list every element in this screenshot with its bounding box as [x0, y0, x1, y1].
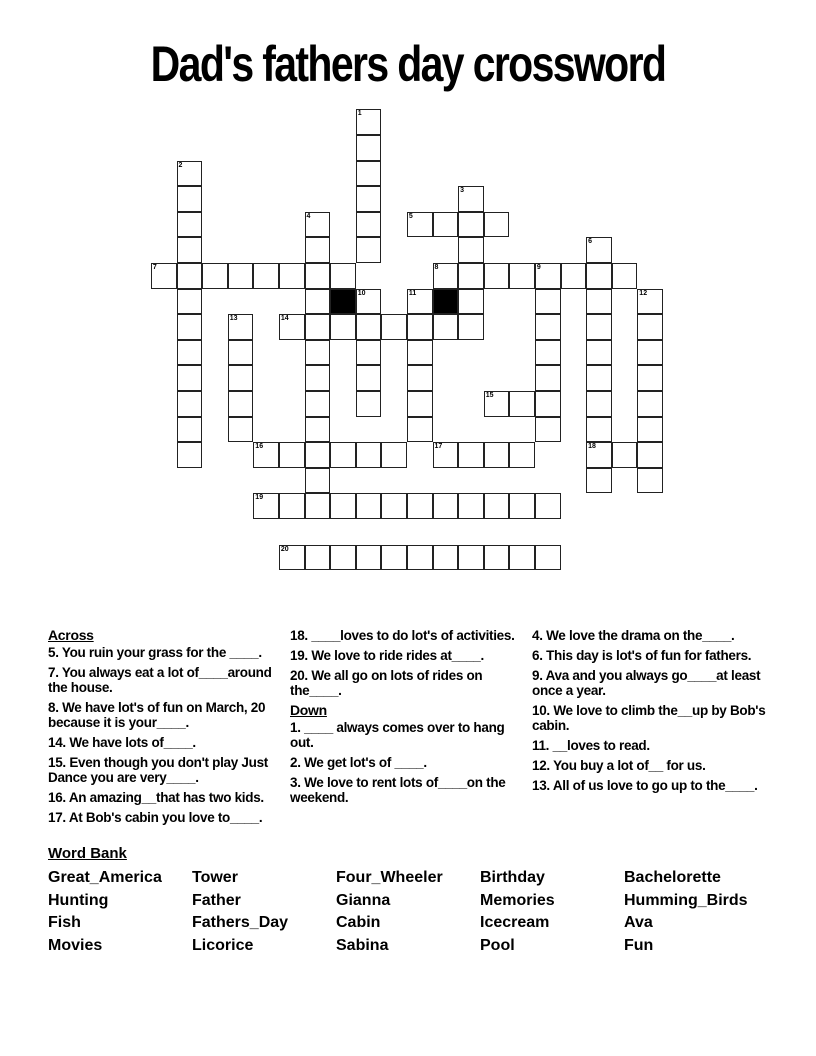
- grid-cell[interactable]: [484, 212, 510, 238]
- grid-cell[interactable]: [356, 442, 382, 468]
- grid-cell[interactable]: [305, 545, 331, 571]
- grid-cell[interactable]: [586, 417, 612, 443]
- grid-cell[interactable]: [305, 289, 331, 315]
- grid-cell[interactable]: [458, 442, 484, 468]
- clue-item: 2. We get lot's of ____.: [290, 755, 427, 770]
- clue-item: 8. We have lot's of fun on March, 20 because it is your____.: [48, 700, 266, 730]
- clue-item: 9. Ava and you always go____at least once a year.: [532, 668, 761, 698]
- clue-number: 19: [255, 494, 264, 502]
- word-bank-word: Birthday: [480, 869, 545, 886]
- grid-cell[interactable]: [407, 212, 433, 238]
- grid-cell[interactable]: [330, 314, 356, 340]
- word-bank-word: Four_Wheeler: [336, 869, 443, 886]
- clue-item: 5. You ruin your grass for the ____.: [48, 645, 262, 660]
- grid-cell[interactable]: [458, 289, 484, 315]
- black-cell: [330, 289, 356, 315]
- clues-column-2: [290, 628, 525, 810]
- grid-cell[interactable]: [433, 545, 459, 571]
- grid-cell[interactable]: [381, 442, 407, 468]
- grid-cell[interactable]: [637, 417, 663, 443]
- grid-cell[interactable]: [253, 263, 279, 289]
- clue-item: 11. __loves to read.: [532, 738, 650, 753]
- grid-cell[interactable]: [279, 442, 305, 468]
- clue-number: 1: [357, 110, 362, 118]
- grid-cell[interactable]: [612, 442, 638, 468]
- clue-item: 17. At Bob's cabin you love to____.: [48, 810, 263, 825]
- word-bank-word: Pool: [480, 936, 515, 954]
- word-bank-word: Movies: [48, 936, 103, 954]
- grid-cell[interactable]: [177, 417, 203, 443]
- grid-cell[interactable]: [407, 391, 433, 417]
- grid-cell[interactable]: [637, 289, 663, 315]
- word-bank-column: [624, 867, 764, 957]
- clue-number: 5: [408, 212, 413, 220]
- grid-cell[interactable]: [177, 442, 203, 468]
- grid-cell[interactable]: [305, 237, 331, 263]
- grid-cell[interactable]: [586, 391, 612, 417]
- word-bank-column: [336, 867, 476, 957]
- grid-cell[interactable]: [458, 263, 484, 289]
- grid-cell[interactable]: [177, 237, 203, 263]
- grid-cell[interactable]: [305, 391, 331, 417]
- clue-item: 7. You always eat a lot of____around the house.: [48, 665, 272, 695]
- grid-cell[interactable]: [279, 263, 305, 289]
- grid-cell[interactable]: [356, 237, 382, 263]
- clue-item: 6. This day is lot's of fun for fathers.: [532, 648, 752, 663]
- clue-number: 12: [639, 289, 648, 297]
- grid-cell[interactable]: [484, 493, 510, 519]
- grid-cell[interactable]: [484, 263, 510, 289]
- grid-cell[interactable]: [177, 212, 203, 238]
- grid-cell[interactable]: [458, 314, 484, 340]
- word-bank-word: Great_America: [48, 869, 162, 886]
- word-bank-word: Fish: [48, 914, 81, 932]
- grid-cell[interactable]: [381, 493, 407, 519]
- clue-number: 2: [178, 161, 183, 169]
- grid-cell[interactable]: [228, 391, 254, 417]
- grid-cell[interactable]: [228, 314, 254, 340]
- grid-cell[interactable]: [305, 314, 331, 340]
- grid-cell[interactable]: [586, 237, 612, 263]
- grid-cell[interactable]: [535, 314, 561, 340]
- word-bank-word: Fun: [624, 936, 654, 954]
- grid-cell[interactable]: [433, 212, 459, 238]
- clues-column-3: [532, 628, 767, 798]
- grid-cell[interactable]: [279, 545, 305, 571]
- across-heading: Across: [48, 627, 94, 643]
- grid-cell[interactable]: [535, 263, 561, 289]
- grid-cell[interactable]: [586, 340, 612, 366]
- grid-cell[interactable]: [458, 493, 484, 519]
- grid-cell[interactable]: [177, 186, 203, 212]
- grid-cell[interactable]: [330, 263, 356, 289]
- clue-item: 20. We all go on lots of rides on the____.: [290, 668, 483, 698]
- grid-cell[interactable]: [177, 161, 203, 187]
- grid-cell[interactable]: [356, 391, 382, 417]
- clue-number: 17: [434, 443, 443, 451]
- clue-item: 10. We love to climb the__up by Bob's cabin.: [532, 703, 766, 733]
- word-bank-word: Humming_Birds: [624, 891, 748, 909]
- grid-cell[interactable]: [305, 212, 331, 238]
- grid-cell[interactable]: [407, 417, 433, 443]
- grid-cell[interactable]: [484, 391, 510, 417]
- grid-cell[interactable]: [509, 545, 535, 571]
- grid-cell[interactable]: [612, 263, 638, 289]
- clue-number: 7: [152, 264, 157, 271]
- grid-cell[interactable]: [356, 109, 382, 135]
- grid-cell[interactable]: [305, 493, 331, 519]
- grid-cell[interactable]: [305, 263, 331, 289]
- grid-cell[interactable]: [407, 340, 433, 366]
- grid-cell[interactable]: [305, 340, 331, 366]
- grid-cell[interactable]: [407, 365, 433, 391]
- grid-cell[interactable]: [356, 340, 382, 366]
- clue-number: 8: [434, 264, 439, 271]
- grid-cell[interactable]: [433, 263, 459, 289]
- grid-cell[interactable]: [356, 161, 382, 187]
- grid-cell[interactable]: [484, 442, 510, 468]
- clue-number: 16: [255, 443, 264, 451]
- grid-cell[interactable]: [535, 417, 561, 443]
- grid-cell[interactable]: [381, 314, 407, 340]
- grid-cell[interactable]: [586, 468, 612, 494]
- clue-item: 15. Even though you don't play Just Dance you are very____.: [48, 755, 268, 785]
- grid-cell[interactable]: [381, 545, 407, 571]
- word-bank-word: Tower: [192, 869, 238, 886]
- grid-cell[interactable]: [484, 545, 510, 571]
- grid-cell[interactable]: [177, 365, 203, 391]
- word-bank-word: Fathers_Day: [192, 914, 289, 932]
- clue-number: 10: [357, 289, 366, 297]
- grid-cell[interactable]: [637, 340, 663, 366]
- word-bank-word: Sabina: [336, 936, 389, 954]
- grid-cell[interactable]: [330, 493, 356, 519]
- grid-cell[interactable]: [561, 263, 587, 289]
- grid-cell[interactable]: [637, 442, 663, 468]
- clue-item: 3. We love to rent lots of____on the weekend.: [290, 775, 506, 805]
- clue-number: 14: [280, 315, 289, 323]
- grid-cell[interactable]: [356, 212, 382, 238]
- grid-cell[interactable]: [637, 468, 663, 494]
- grid-cell[interactable]: [279, 314, 305, 340]
- grid-cell[interactable]: [407, 493, 433, 519]
- grid-cell[interactable]: [586, 314, 612, 340]
- clues-column-1: [48, 628, 283, 830]
- grid-cell[interactable]: [151, 263, 177, 289]
- grid-cell[interactable]: [356, 289, 382, 315]
- grid-cell[interactable]: [586, 263, 612, 289]
- clue-number: 4: [306, 212, 311, 220]
- grid-cell[interactable]: [356, 365, 382, 391]
- grid-cell[interactable]: [279, 493, 305, 519]
- grid-cell[interactable]: [177, 391, 203, 417]
- word-bank-heading: Word Bank: [48, 845, 127, 862]
- grid-cell[interactable]: [253, 493, 279, 519]
- word-bank-word: Hunting: [48, 891, 109, 909]
- grid-cell[interactable]: [586, 365, 612, 391]
- grid-cell[interactable]: [177, 340, 203, 366]
- clue-number: 20: [280, 545, 289, 553]
- word-bank-word: Bachelorette: [624, 869, 721, 886]
- grid-cell[interactable]: [586, 442, 612, 468]
- grid-cell[interactable]: [407, 289, 433, 315]
- clue-item: 18. ____loves to do lot's of activities.: [290, 628, 515, 643]
- clue-item: 16. An amazing__that has two kids.: [48, 790, 264, 805]
- grid-cell[interactable]: [177, 314, 203, 340]
- grid-cell[interactable]: [177, 263, 203, 289]
- word-bank-word: Licorice: [192, 936, 254, 954]
- clue-item: 19. We love to ride rides at____.: [290, 648, 484, 663]
- clue-number: 11: [408, 289, 417, 297]
- word-bank-column: [192, 867, 332, 957]
- clue-item: 4. We love the drama on the____.: [532, 628, 735, 643]
- grid-cell[interactable]: [330, 545, 356, 571]
- word-bank-column: [48, 867, 188, 957]
- grid-cell[interactable]: [202, 263, 228, 289]
- grid-cell[interactable]: [253, 442, 279, 468]
- grid-cell[interactable]: [637, 365, 663, 391]
- grid-cell[interactable]: [509, 391, 535, 417]
- clue-number: 9: [536, 264, 541, 271]
- grid-cell[interactable]: [535, 289, 561, 315]
- grid-cell[interactable]: [433, 314, 459, 340]
- black-cell: [433, 289, 459, 315]
- word-bank-word: Ava: [624, 914, 653, 932]
- word-bank-word: Cabin: [336, 914, 381, 932]
- word-bank-word: Gianna: [336, 891, 391, 909]
- grid-cell[interactable]: [535, 365, 561, 391]
- grid-cell[interactable]: [356, 314, 382, 340]
- grid-cell[interactable]: [407, 314, 433, 340]
- grid-cell[interactable]: [305, 365, 331, 391]
- grid-cell[interactable]: [509, 263, 535, 289]
- clue-item: 1. ____ always comes over to hang out.: [290, 720, 505, 750]
- grid-cell[interactable]: [458, 186, 484, 212]
- word-bank-word: Memories: [480, 891, 555, 909]
- word-bank-column: [480, 867, 620, 957]
- grid-cell[interactable]: [458, 212, 484, 238]
- grid-cell[interactable]: [637, 391, 663, 417]
- grid-cell[interactable]: [356, 186, 382, 212]
- grid-cell[interactable]: [330, 442, 356, 468]
- grid-cell[interactable]: [535, 340, 561, 366]
- grid-cell[interactable]: [535, 391, 561, 417]
- clue-item: 14. We have lots of____.: [48, 735, 196, 750]
- grid-cell[interactable]: [433, 493, 459, 519]
- clue-number: 6: [588, 238, 592, 246]
- clue-item: 12. You buy a lot of__ for us.: [532, 758, 706, 773]
- grid-cell[interactable]: [177, 289, 203, 315]
- grid-cell[interactable]: [433, 442, 459, 468]
- clue-number: 13: [229, 315, 238, 323]
- grid-cell[interactable]: [305, 442, 331, 468]
- clue-number: 15: [485, 392, 494, 399]
- grid-cell[interactable]: [356, 493, 382, 519]
- word-bank-word: Father: [192, 891, 241, 909]
- grid-cell[interactable]: [356, 545, 382, 571]
- grid-cell[interactable]: [228, 263, 254, 289]
- clue-number: 18: [588, 443, 596, 451]
- grid-cell[interactable]: [637, 314, 663, 340]
- grid-cell[interactable]: [586, 289, 612, 315]
- clue-item: 13. All of us love to go up to the____.: [532, 778, 758, 793]
- grid-cell[interactable]: [356, 135, 382, 161]
- clue-number: 3: [460, 187, 464, 195]
- grid-cell[interactable]: [509, 493, 535, 519]
- grid-cell[interactable]: [305, 417, 331, 443]
- grid-cell[interactable]: [509, 442, 535, 468]
- page-title: Dad's fathers day crossword: [150, 36, 666, 92]
- word-bank-word: Icecream: [480, 914, 550, 932]
- grid-cell[interactable]: [458, 545, 484, 571]
- grid-cell[interactable]: [535, 493, 561, 519]
- grid-cell[interactable]: [407, 545, 433, 571]
- grid-cell[interactable]: [305, 468, 331, 494]
- grid-cell[interactable]: [458, 237, 484, 263]
- grid-cell[interactable]: [228, 417, 254, 443]
- grid-cell[interactable]: [228, 340, 254, 366]
- grid-cell[interactable]: [228, 365, 254, 391]
- grid-cell[interactable]: [535, 545, 561, 571]
- down-heading: Down: [290, 702, 327, 718]
